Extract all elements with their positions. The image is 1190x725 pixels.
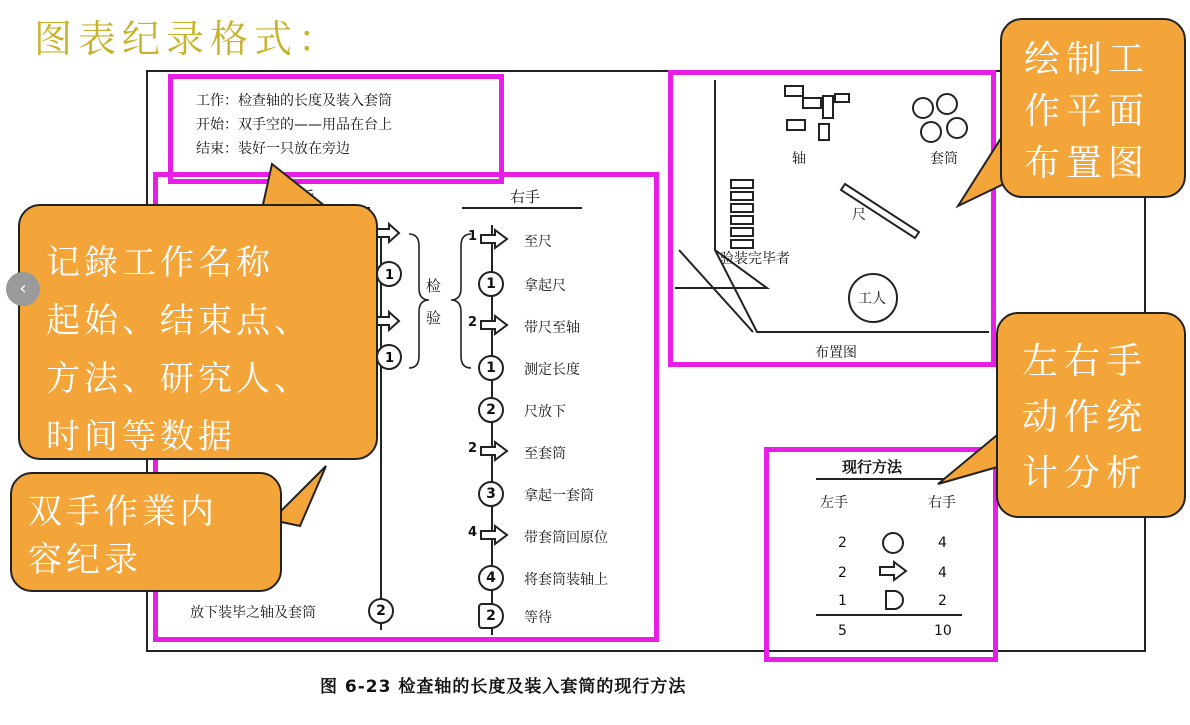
right-hand-header: 右手 xyxy=(510,188,541,206)
method-total-left: 5 xyxy=(838,623,847,639)
right-hand-steps xyxy=(460,225,650,635)
right-step-symbol: 2 xyxy=(478,603,504,629)
callout-analysis xyxy=(996,312,1186,518)
work-line-1: 工作：检查轴的长度及装入套筒 xyxy=(196,93,392,109)
method-row-right: 2 xyxy=(938,593,947,609)
method-title-underline xyxy=(816,478,946,480)
previous-slide-button[interactable]: ‹ xyxy=(6,272,40,306)
method-right-header: 右手 xyxy=(928,495,956,511)
transport-arrow-icon xyxy=(878,560,908,582)
transport-arrow-icon xyxy=(478,313,512,337)
done-label: 验装完毕者 xyxy=(720,251,790,267)
right-step xyxy=(460,601,650,631)
check-label: 检验 xyxy=(426,277,442,327)
right-step: 1 至尺 xyxy=(468,229,552,250)
layout-title: 布置图 xyxy=(815,345,857,361)
right-step-text: 至套筒 xyxy=(524,446,566,462)
right-step-text: 至尺 xyxy=(524,234,552,250)
svg-text:1: 1 xyxy=(385,351,395,366)
right-step xyxy=(460,479,650,509)
right-step-text: 将套筒装轴上 xyxy=(524,572,608,588)
svg-text:1: 1 xyxy=(385,268,395,283)
transport-arrow-icon xyxy=(375,312,399,330)
right-step-text: 带尺至轴 xyxy=(524,320,580,336)
callout-two-hands-text: 双手作業内 容纪录 xyxy=(28,492,218,580)
slide-title: 图表纪录格式： xyxy=(34,17,343,61)
method-row-left: 1 xyxy=(838,593,847,609)
work-line-2: 开始：双手空的——用品在台上 xyxy=(196,117,392,133)
right-step-text: 拿起一套筒 xyxy=(524,488,594,504)
right-step-symbol: 4 xyxy=(478,565,504,591)
callout-draw-layout xyxy=(1000,18,1186,198)
left-step-symbol: 2 xyxy=(368,598,394,624)
right-step-text: 尺放下 xyxy=(524,404,566,420)
right-step xyxy=(460,269,650,299)
method-left-header: 左手 xyxy=(820,495,848,511)
left-step-text: 放下装毕之轴及套筒 xyxy=(190,605,316,621)
transport-arrow-icon xyxy=(375,224,399,242)
right-step-text: 带套筒回原位 xyxy=(524,530,608,546)
right-step: 2 至套筒 xyxy=(468,441,566,462)
worker-label: 工人 xyxy=(858,291,886,307)
layout-drawing xyxy=(675,76,991,362)
transport-arrow-icon xyxy=(478,439,512,463)
callout-record-info-text: 记錄工作名称 起始、结束点、 方法、研究人、 时间等数据 xyxy=(46,243,312,457)
method-row-left: 2 xyxy=(838,565,847,581)
right-step: 4 带套筒回原位 xyxy=(468,525,608,546)
right-step-symbol: 2 xyxy=(478,397,504,423)
transport-arrow-icon xyxy=(478,523,512,547)
callout-two-hands xyxy=(10,472,282,592)
method-title: 现行方法 xyxy=(842,458,903,476)
right-step xyxy=(460,563,650,593)
shaft-label: 轴 xyxy=(792,151,806,167)
right-step-text: 等待 xyxy=(524,610,552,626)
right-step-symbol: 3 xyxy=(478,481,504,507)
sleeve-label: 套筒 xyxy=(930,151,958,167)
right-step: 2 带尺至轴 xyxy=(468,315,580,336)
right-step-text: 拿起尺 xyxy=(524,278,566,294)
callout-record-info xyxy=(18,204,378,460)
right-step xyxy=(460,353,650,383)
operation-circle-icon xyxy=(880,530,906,556)
method-total-right: 10 xyxy=(934,623,952,639)
transport-arrow-icon xyxy=(478,227,512,251)
ruler-label: 尺 xyxy=(852,207,866,223)
right-step-text: 测定长度 xyxy=(524,362,580,378)
right-header-underline xyxy=(462,207,582,209)
method-row-right: 4 xyxy=(938,535,947,551)
delay-icon xyxy=(882,588,906,612)
method-row-right: 4 xyxy=(938,565,947,581)
work-line-3: 结束：装好一只放在旁边 xyxy=(196,141,350,157)
figure-caption: 图 6-23 检查轴的长度及装入套筒的现行方法 xyxy=(320,677,687,697)
callout-analysis-text: 左右手 动作统 计分析 xyxy=(1022,341,1149,494)
right-step-symbol: 1 xyxy=(478,355,504,381)
method-row-left: 2 xyxy=(838,535,847,551)
callout-draw-layout-text: 绘制工 作平面 布置图 xyxy=(1024,39,1151,184)
right-step-symbol: 1 xyxy=(478,271,504,297)
right-step xyxy=(460,395,650,425)
method-total-line xyxy=(816,614,962,616)
work-info-text xyxy=(196,92,392,158)
